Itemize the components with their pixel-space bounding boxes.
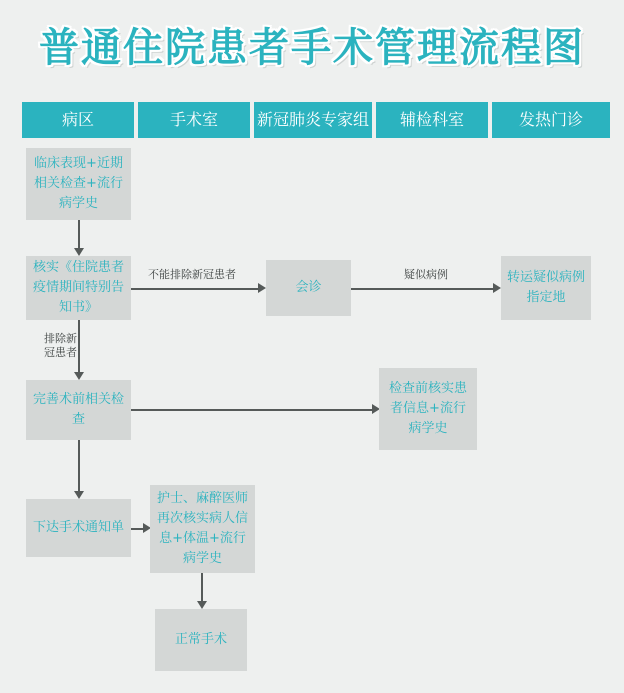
connector-preop-to-precheck [131,409,374,411]
arrowhead-verify-to-preop [74,372,84,380]
lane-header-operating-room: 手术室 [138,102,250,138]
connector-preop-to-order [78,440,80,495]
connector-consult-to-transfer [351,288,494,290]
arrowhead-preop-to-order [74,491,84,499]
lane-header-fever-clinic: 发热门诊 [492,102,610,138]
node-clinical-findings: 临床表现+近期相关检查+流行病学史 [26,148,131,220]
lane-header-row [22,102,610,138]
page-title: 普通住院患者手术管理流程图 [39,25,585,71]
edge-label-cannot-exclude: 不能排除新冠患者 [148,268,236,281]
edge-label-suspected-case: 疑似病例 [404,268,448,281]
arrowhead-clinical-to-verify [74,248,84,256]
connector-verify-to-preop [78,320,80,376]
node-consultation: 会诊 [266,260,351,316]
arrowhead-verify-to-consult [258,283,266,293]
lane-header-auxiliary-department: 辅检科室 [376,102,488,138]
arrowhead-consult-to-transfer [493,283,501,293]
node-nurse-anesthesiologist-recheck: 护士、麻醉医师再次核实病人信息+体温+流行病学史 [150,485,255,573]
node-surgery-order: 下达手术通知单 [26,499,131,557]
arrowhead-nurse-to-surgery [197,601,207,609]
node-verify-notice: 核实《住院患者疫情期间特别告知书》 [26,256,131,320]
node-transfer-suspected: 转运疑似病例指定地 [501,256,591,320]
edge-label-exclude-covid: 排除新冠患者 [44,332,77,359]
node-normal-surgery: 正常手术 [155,609,247,671]
node-pre-exam-verification: 检查前核实患者信息+流行病学史 [379,368,477,450]
node-preoperative-exams: 完善术前相关检查 [26,380,131,440]
lane-header-ward: 病区 [22,102,134,138]
connector-verify-to-consult [131,288,259,290]
lane-header-covid-expert-group: 新冠肺炎专家组 [254,102,372,138]
